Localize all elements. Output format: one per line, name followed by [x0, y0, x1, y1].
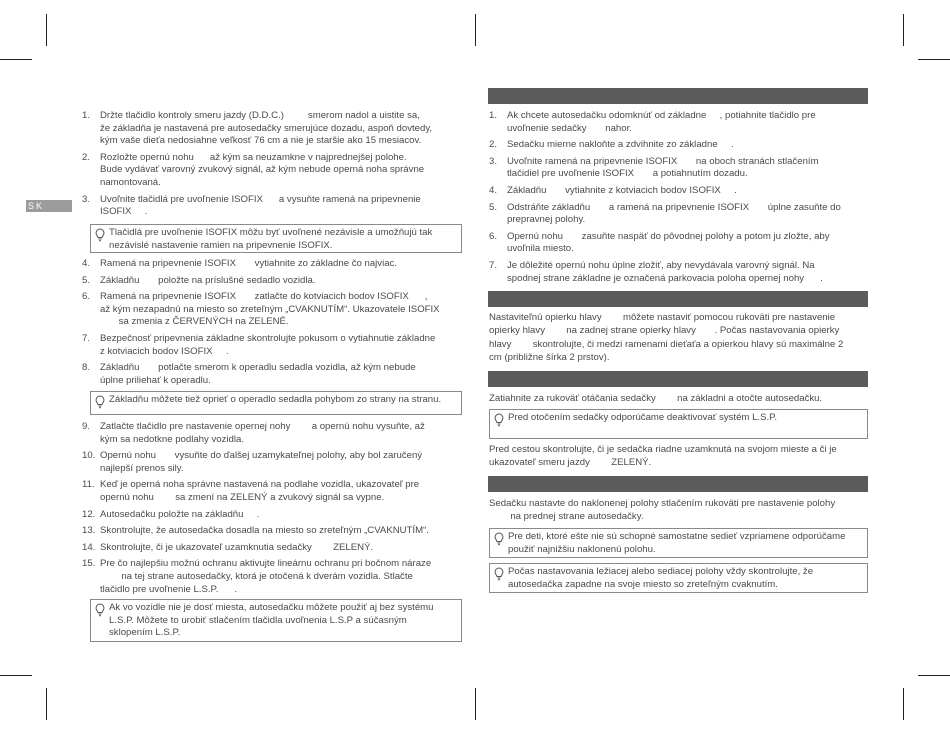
rotation-paragraph: [489, 392, 871, 405]
steps-list-a: [82, 110, 466, 219]
step-text-line: prepravnej polohy.: [507, 214, 586, 226]
note-isofix-buttons: [90, 224, 462, 253]
left-column-c: [82, 421, 466, 600]
step-text-line: spodnej strane základne je označená parkovacia poloha opernej nohy .: [507, 272, 823, 284]
step-text-line: Rozložte opernú nohu až kým sa neuzamkne v najprednejšej polohe.: [100, 151, 407, 163]
step-item: [82, 479, 466, 504]
step-text-line: z kotviacich bodov ISOFIX .: [100, 345, 229, 357]
lightbulb-icon: [95, 603, 105, 617]
step-text-line: Ramená na pripevnenie ISOFIX zatlačte do kotviacich bodov ISOFIX ,: [100, 291, 428, 303]
crop-mark-bl-h: [0, 675, 32, 676]
text-line: Pred otočením sedačky odporúčame deaktivovať systém L.S.P.: [508, 412, 777, 423]
text-line: Základňu môžete tiež oprieť o operadlo sedadla pohybom zo strany na stranu.: [109, 394, 442, 405]
step-number: 4.: [82, 258, 91, 269]
step-text-line: Zatlačte tlačidlo pre nastavenie opernej nohy a opernú nohu vysuňte, až: [100, 421, 425, 432]
left-column-b: [82, 258, 466, 391]
step-text-line: že základňa je nastavená pre autosedačky smerujúce dozadu, aspoň dovtedy,: [100, 122, 433, 134]
step-number: 10.: [82, 450, 96, 462]
crop-mark-bl-v: [46, 688, 47, 720]
step-item: [82, 333, 466, 358]
crop-mark-center-bottom: [475, 688, 476, 720]
text-line: autosedačka zapadne na svoje miesto so zreteľným cvaknutím.: [508, 578, 778, 590]
step-number: 8.: [82, 362, 91, 374]
step-item: [489, 110, 871, 135]
text-line: L.S.P. Môžete to urobiť stlačením tlačidla uvoľnenia L.S.P a súčasným: [109, 614, 407, 626]
step-item: [82, 275, 466, 288]
step-text-line: opernú nohu sa zmení na ZELENÝ a zvukový signál sa vypne.: [100, 491, 385, 503]
step-number: 2.: [489, 139, 498, 151]
text-line: Nastaviteľnú opierku hlavy môžete nastaviť pomocou rukoväti pre nastavenie: [489, 312, 836, 323]
step-text-line: Základňu položte na príslušné sedadlo vozidla.: [100, 274, 316, 286]
step-text-line: Opernú nohu vysuňte do ďalšej uzamykateľnej polohy, aby bol zaručený: [100, 450, 423, 462]
step-text-line: Je dôležité opernú nohu úplne zložiť, aby nevydávala varovný signál. Na: [507, 259, 815, 271]
text-line: Pre deti, ktoré ešte nie sú schopné samostatne sedieť vzpriamene odporúčame: [508, 531, 846, 542]
step-text-line: tlačidlo pre uvoľnenie L.S.P. .: [100, 583, 238, 595]
note-text: [508, 412, 861, 425]
step-item: [489, 139, 871, 152]
text-line: sklopením L.S.P.: [109, 627, 181, 639]
note-text: [109, 602, 455, 640]
check-paragraph: [489, 443, 871, 470]
section-header-bar-headrest: [488, 291, 868, 307]
step-item: [82, 258, 466, 271]
step-text-line: tlačidiel pre uvoľnenie ISOFIX a potiahnutím dozadu.: [507, 168, 748, 180]
step-number: 1.: [82, 110, 91, 121]
step-number: 5.: [489, 201, 498, 213]
left-column: [82, 110, 466, 223]
step-item: [82, 542, 466, 555]
step-number: 4.: [489, 184, 498, 196]
step-text-line: Opernú nohu zasuňte naspäť do pôvodnej polohy a potom ju zložte, aby: [507, 230, 830, 242]
step-item: [82, 152, 466, 190]
text-line: na prednej strane autosedačky.: [489, 511, 644, 523]
step-item: [82, 291, 466, 329]
step-item: [82, 110, 466, 148]
step-text-line: kým sa nedotkne podlahy vozidla.: [100, 433, 244, 445]
step-item: [82, 525, 466, 538]
crop-mark-tl-v: [46, 14, 47, 46]
headrest-paragraph: [489, 311, 871, 365]
text-line: použiť najnižšiu naklonenú polohu.: [508, 543, 656, 555]
crop-mark-tr-h: [918, 59, 950, 60]
step-number: 1.: [489, 110, 498, 121]
note-text: [109, 394, 455, 407]
lightbulb-icon: [95, 228, 105, 242]
text-line: Tlačidlá pre uvoľnenie ISOFIX môžu byť uvoľnené nezávisle a umožňujú tak: [109, 227, 433, 238]
crop-mark-tr-v: [903, 14, 904, 46]
step-text-line: na tej strane autosedačky, ktorá je otočená k dverám vozidla. Stlačte: [100, 570, 413, 582]
step-text-line: Pre čo najlepšiu možnú ochranu aktivujte lineárnu ochranu pri bočnom náraze: [100, 558, 432, 570]
section-header-bar-rotation: [488, 371, 868, 387]
step-text-line: Bezpečnosť pripevnenia základne skontrolujte pokusom o vytiahnutie základne: [100, 332, 436, 344]
step-number: 7.: [82, 332, 91, 344]
note-text: [508, 531, 861, 556]
step-number: 9.: [82, 421, 91, 432]
step-text-line: uvoľnenie sedačky nahor.: [507, 122, 632, 134]
step-number: 14.: [82, 541, 96, 553]
section-header-bar-removal: [488, 88, 868, 104]
step-number: 2.: [82, 151, 91, 163]
section-header-bar-recline: [488, 476, 868, 492]
steps-list-removal: [489, 110, 871, 285]
recline-paragraph: [489, 497, 871, 524]
step-text-line: Uvoľnite ramená na pripevnenie ISOFIX na oboch stranách stlačením: [507, 155, 819, 167]
text-line: Zatiahnite za rukoväť otáčania sedačky na základni a otočte autosedačku.: [489, 393, 823, 404]
text-line: cm (približne šírka 2 prstov).: [489, 352, 610, 364]
steps-list-c: [82, 421, 466, 596]
note-base-side: [90, 391, 462, 415]
step-text-line: Keď je operná noha správne nastavená na podlahe vozidla, ukazovateľ pre: [100, 479, 420, 491]
crop-mark-center-top: [475, 14, 476, 46]
text-line: ukazovateľ smeru jazdy ZELENÝ.: [489, 457, 652, 469]
crop-mark-br-h: [918, 675, 950, 676]
step-text-line: Ak chcete autosedačku odomknúť od základne , potiahnite tlačidlo pre: [507, 110, 816, 121]
step-text-line: Autosedačku položte na základňu .: [100, 508, 260, 520]
step-text-line: najlepší prenos sily.: [100, 462, 184, 474]
step-number: 13.: [82, 525, 96, 537]
step-text-line: úplne priliehať k operadlu.: [100, 374, 211, 386]
text-line: Sedačku nastavte do naklonenej polohy stlačením rukoväti pre nastavenie polohy: [489, 498, 836, 509]
text-line: Ak vo vozidle nie je dosť miesta, autosedačku môžete použiť aj bez systému: [109, 602, 434, 613]
step-text-line: Uvoľnite tlačidlá pre uvoľnenie ISOFIX a vysuňte ramená na pripevnenie: [100, 193, 421, 205]
step-item: [82, 362, 466, 387]
text-line: hlavy skontrolujte, či medzi ramenami dieťaťa a opierkou hlavy sú maximálne 2: [489, 338, 844, 350]
step-text-line: Bude vydávať varovný zvukový signál, až kým nebude operná noha správne: [100, 164, 425, 176]
step-text-line: Držte tlačidlo kontroly smeru jazdy (D.D.C.) smerom nadol a uistite sa,: [100, 110, 420, 121]
step-item: [489, 156, 871, 181]
note-recline-click: [489, 563, 868, 593]
text-line: nezávislé nastavenie ramien na pripevnenie ISOFIX.: [109, 239, 333, 251]
note-text: [508, 566, 861, 591]
step-number: 3.: [489, 155, 498, 167]
right-column: [489, 110, 871, 289]
step-text-line: Sedačku mierne nakloňte a zdvihnite zo základne .: [507, 139, 734, 151]
step-item: [82, 450, 466, 475]
step-text-line: Skontrolujte, či je ukazovateľ uzamknutia sedačky ZELENÝ.: [100, 541, 374, 553]
step-text-line: ISOFIX .: [100, 206, 148, 218]
step-number: 15.: [82, 558, 96, 570]
step-text-line: Odstráňte základňu a ramená na pripevnenie ISOFIX úplne zasuňte do: [507, 201, 841, 213]
step-text-line: sa zmenia z ČERVENÝCH na ZELENÉ.: [100, 316, 289, 328]
text-line: Počas nastavovania ležiacej alebo sediacej polohy vždy skontrolujte, že: [508, 566, 814, 577]
steps-list-b: [82, 258, 466, 387]
note-lsp-space: [90, 599, 462, 642]
step-text-line: Skontrolujte, že autosedačka dosadla na miesto so zreteľným „CVAKNUTÍM“.: [100, 525, 429, 537]
step-text-line: až kým nezapadnú na miesto so zreteľným „CVAKNUTÍM“. Ukazovatele ISOFIX: [100, 303, 440, 315]
note-lsp-deactivate: [489, 409, 868, 439]
crop-mark-br-v: [903, 688, 904, 720]
text-line: Pred cestou skontrolujte, či je sedačka riadne uzamknutá na svojom mieste a či je: [489, 444, 837, 455]
step-item: [489, 202, 871, 227]
step-number: 6.: [82, 291, 91, 303]
step-number: 12.: [82, 508, 96, 520]
step-item: [489, 185, 871, 198]
crop-mark-tl-h: [0, 59, 32, 60]
note-text: [109, 227, 455, 252]
step-item: [82, 194, 466, 219]
step-text-line: kým vaše dieťa nedosiahne veľkosť 76 cm a nie je staršie ako 15 mesiacov.: [100, 135, 422, 147]
lightbulb-icon: [494, 532, 504, 546]
note-lowest-recline: [489, 528, 868, 558]
step-text-line: Základňu potlačte smerom k operadlu sedadla vozidla, až kým nebude: [100, 362, 416, 374]
step-text-line: uvoľnila miesto.: [507, 243, 574, 255]
step-number: 7.: [489, 259, 498, 271]
lightbulb-icon: [95, 395, 105, 409]
step-number: 6.: [489, 230, 498, 242]
step-text-line: namontovaná.: [100, 176, 161, 188]
step-number: 3.: [82, 193, 91, 205]
step-text-line: Základňu vytiahnite z kotviacich bodov ISOFIX .: [507, 184, 737, 196]
step-item: [489, 260, 871, 285]
language-tab: SK: [26, 200, 72, 212]
step-item: [82, 509, 466, 522]
step-number: 5.: [82, 274, 91, 286]
text-line: opierky hlavy na zadnej strane opierky hlavy . Počas nastavovania opierky: [489, 325, 840, 337]
lightbulb-icon: [494, 567, 504, 581]
step-item: [82, 421, 466, 446]
step-number: 11.: [82, 479, 95, 491]
step-item: [82, 558, 466, 596]
step-item: [489, 231, 871, 256]
lightbulb-icon: [494, 413, 504, 427]
step-text-line: Ramená na pripevnenie ISOFIX vytiahnite zo základne čo najviac.: [100, 258, 398, 269]
